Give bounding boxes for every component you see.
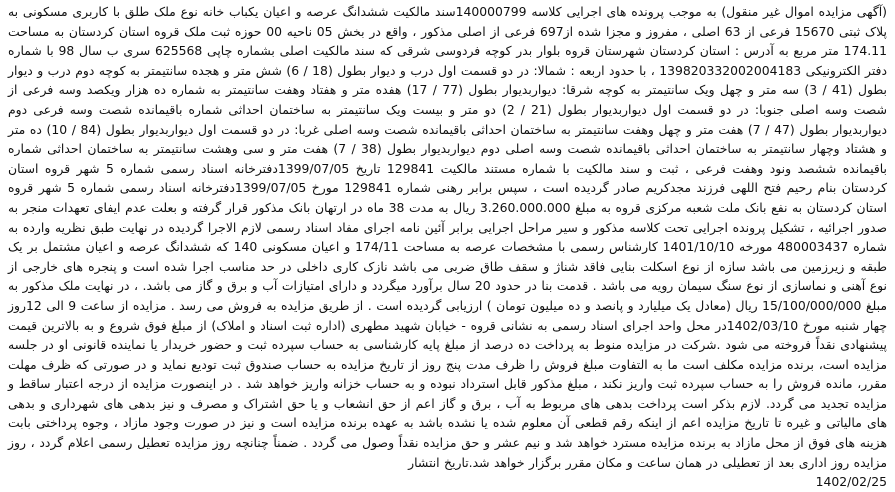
notice-body: (آگهی مزایده اموال غیر منقول) به موجب پرونده های اجرایی کلاسه 140000799سند مالکیت ششدانگ عرصه و اعیان یکباب خانه نوع ملک طلق با کاربری مسکونی به پلاک ثبتی 15670 فرعی از 63 اصلی ، مفروز و مجزا شده از697 فرعی از اصلی مذکور ، واقع در بخش 05 ناحیه 00 حوزه ثبت ملک قروه استان کردستان به مساحت 174.11 متر مربع به آدرس : استان کردستان شهرستان قروه بلوار بدر کوچه فردوسی شرقی که سند مالکیت اصلی بشماره چاپی 625568 سری ب سال 98 با شماره دفتر الکترونیکی 139820332002004183 ، با حدود اربعه : شمالا: در دو قسمت اول درب و دیوار بطول (18 / 6) شش متر و هجده سانتیمتر به کوچه دوم درب و دیوار بطول (41 / 3) سه متر و چهل ویک سانتیمتر به کوچه شرقا: دیواربدیوار بطول (77 / 17) هفده متر و هفتاد وهفت سانتیمتر به شماره ده هزار ویکصد وسه فرعی از شصت وسه اصلی جنوبا: در دو قسمت اول دیواربدیوار بطول (21 / 2) دو متر و بیست ویک سانتیمتر به ساختمان احداثی شماره باقیمانده شصت وسه فرعی دوم دیواربدیوار بطول (47 / 7) هفت متر و چهل وهفت سانتیمتر به ساختمان احداثی باقیمانده شصت وسه اصلی غربا: در دو قسمت اول دیواربدیوار بطول (84 / 10) ده متر و هشتاد وچهار سانتیمتر به ساختمان احداثی باقیمانده شصت وسه اصلی دوم دیواربدیوار بطول (38 / 7) هفت متر و سی وهشت سانتیمتر به ساختمان احداثی شماره باقیمانده ششصد ونود وهفت فرعی ، ثبت و سند مالکیت با شماره مستند مالکیت 129841 تاریخ 1399/07/05دفترخانه اسناد رسمی شماره 5 شهر قروه استان کردستان بنام رحیم فتح اللهی فرزند مجدکریم صادر گردیده است ، سپس برابر رهنی شماره 129841 مورخ 1399/07/05دفترخانه اسناد رسمی شماره 5 شهر قروه استان کردستان به نفع بانک ملت شعبه مرکزی قروه به مبلغ 3.260.000.000 ریال به مدت 38 ماه در ارتهان بانک مذکور قرار گرفته و بعلت عدم ایفای تعهدات منجر به صدور اجرائیه ، تشکیل پرونده اجرایی تحت کلاسه مذکور و سیر مراحل اجرایی برابر آئین نامه اجرای مفاد اسناد رسمی لازم الاجرا گردیده در نهایت طبق نظریه وارده به شماره 480003437 مورخه 1401/10/10 کارشناس رسمی با مشخصات عرصه به مساحت 174/11 و اعیان مسکونی 140 که ششدانگ عرصه و اعیان مشتمل بر یک طبقه و زیرزمین می باشد سازه از نوع اسکلت بنایی فاقد شناژ و سقف طاق ضربی می باشد نازک کاری داخلی در حد مناسب اجرا شده است و پنجره های خارجی از نوع آهنی و نماسازی از نوع سنگ سیمان رویه می باشد . قدمت بنا در حدود 20 سال برآورد میگردد و دارای امتیازات آب و برق و گاز می باشد. ، در نهایت ملک مذکور به مبلغ 15/100/000/000 ریال (معادل یک میلیارد و پانصد و ده میلیون تومان ) ارزیابی گردیده است . از طریق مزایده به فروش می رسد . مزایده از ساعت 9 الی 12روز چهار شنبه مورخ 1402/03/10در محل واحد اجرای اسناد رسمی به نشانی قروه - خیابان شهید مطهری (اداره ثبت اسناد و املاک) از مبلغ فوق شروع و به بالاترین قیمت پیشنهادی نقداً فروخته می شود .شرکت در مزایده منوط به پرداخت ده درصد از مبلغ پایه کارشناسی به حساب سپرده ثبت و حضور خریدار یا نماینده قانونی او در جلسه مزایده است، برنده مزایده مکلف است ما به التفاوت مبلغ فروش را ظرف مدت پنج روز از تاریخ مزایده به حساب صندوق ثبت تودیع نماید و در صورتی که ظرف مهلت مقرر، مانده فروش را به حساب سپرده ثبت واریز نکند ، مبلغ مذکور قابل استرداد نبوده و به حساب خزانه واریز خواهد شد . در اینصورت مزایده از درجه اعتبار ساقط و مزایده تجدید می گردد. لازم بذکر است پرداخت بدهی های مربوط به آب ، برق و گاز اعم از حق انشعاب و یا حق اشتراک و مصرف و نیز بدهی های شهرداری و بدهی های مالیاتی و غیره تا تاریخ مزایده اعم از اینکه رقم قطعی آن معلوم شده یا نشده باشد به عهده برنده مزایده است و نیز در صورت وجود مازاد ، وجوه پرداختی بابت هزینه های فوق از محل مازاد به برنده مزایده مسترد خواهد شد و نیم عشر و حق مزایده نقداً وصول می گردد . ضمناً چنانچه روز مزایده تعطیل رسمی اعلام گردد ، روز مزایده روز اداری بعد از تعطیلی در همان ساعت و مکان مقرر برگزار خواهد شد.تاریخ انتشار (8, 4, 888, 470)
publish-date: 1402/02/25 (815, 474, 887, 490)
